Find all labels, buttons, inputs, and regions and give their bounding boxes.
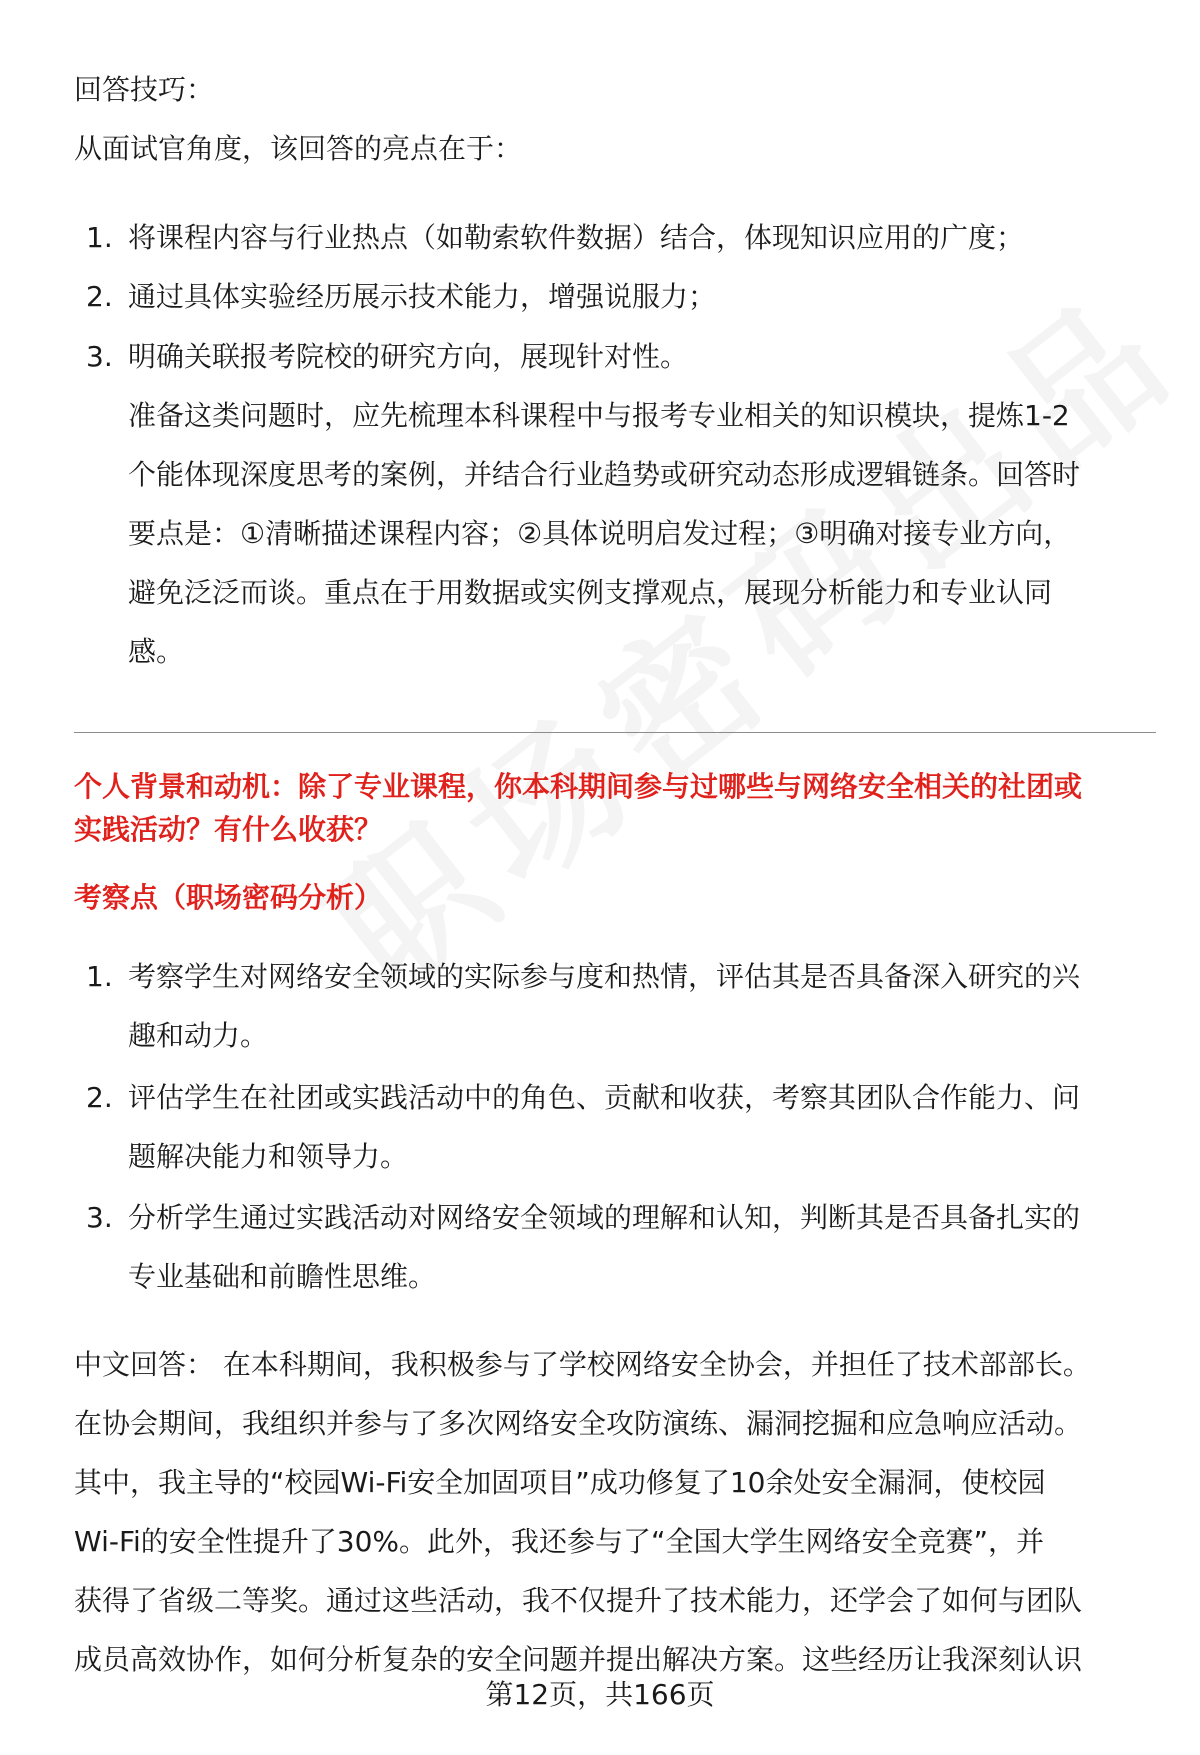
- list-item-number: 1.: [86, 221, 113, 254]
- list-item-number: 3.: [86, 340, 113, 373]
- list-item: 明确关联报考院校的研究方向，展现针对性。: [128, 340, 689, 373]
- list-item-number: 2.: [86, 280, 113, 313]
- list-item: 将课程内容与行业热点（如勒索软件数据）结合，体现知识应用的广度；: [128, 221, 1025, 254]
- answer-line: 成员高效协作，如何分析复杂的安全问题并提出解决方案。这些经历让我深刻认识: [74, 1643, 1083, 1676]
- answer-line: 中文回答： 在本科期间，我积极参与了学校网络安全协会，并担任了技术部部长。: [74, 1348, 1091, 1381]
- tips-line: 避免泛泛而谈。重点在于用数据或实例支撑观点，展现分析能力和专业认同: [128, 576, 1053, 609]
- list-item: 分析学生通过实践活动对网络安全领域的理解和认知，判断其是否具备扎实的: [128, 1201, 1081, 1234]
- answer-line: 在协会期间，我组织并参与了多次网络安全攻防演练、漏洞挖掘和应急响应活动。: [74, 1407, 1083, 1440]
- section-divider: [74, 732, 1156, 733]
- tips-line: 准备这类问题时，应先梳理本科课程中与报考专业相关的知识模块，提炼1-2: [128, 399, 1070, 432]
- list-item-number: 1.: [86, 960, 113, 993]
- list-item: 专业基础和前瞻性思维。: [128, 1260, 437, 1293]
- list-item: 趣和动力。: [128, 1019, 269, 1052]
- question-heading: 实践活动？有什么收获？: [74, 813, 383, 846]
- answer-line: 其中，我主导的“校园Wi-Fi安全加固项目”成功修复了10余处安全漏洞，使校园: [74, 1466, 1046, 1499]
- list-item-number: 3.: [86, 1201, 113, 1234]
- focus-title: 考察点（职场密码分析）: [74, 881, 383, 914]
- list-item: 评估学生在社团或实践活动中的角色、贡献和收获，考察其团队合作能力、问: [128, 1081, 1081, 1114]
- tips-line: 感。: [128, 635, 185, 668]
- list-item-number: 2.: [86, 1081, 113, 1114]
- tips-line: 要点是：①清晰描述课程内容；②具体说明启发过程；③明确对接专业方向，: [128, 517, 1072, 550]
- question-heading: 个人背景和动机：除了专业课程，你本科期间参与过哪些与网络安全相关的社团或: [74, 770, 1083, 803]
- answer-tips-label: 回答技巧：: [74, 73, 215, 106]
- page-number: 第12页，共166页: [485, 1678, 715, 1711]
- tips-line: 个能体现深度思考的案例，并结合行业趋势或研究动态形成逻辑链条。回答时: [128, 458, 1081, 491]
- answer-line: Wi-Fi的安全性提升了30%。此外，我还参与了“全国大学生网络安全竞赛”，并: [74, 1525, 1045, 1558]
- answer-tips-intro: 从面试官角度，该回答的亮点在于：: [74, 132, 523, 165]
- answer-line: 获得了省级二等奖。通过这些活动，我不仅提升了技术能力，还学会了如何与团队: [74, 1584, 1083, 1617]
- list-item: 考察学生对网络安全领域的实际参与度和热情，评估其是否具备深入研究的兴: [128, 960, 1081, 993]
- list-item: 题解决能力和领导力。: [128, 1140, 409, 1173]
- list-item: 通过具体实验经历展示技术能力，增强说服力；: [128, 280, 717, 313]
